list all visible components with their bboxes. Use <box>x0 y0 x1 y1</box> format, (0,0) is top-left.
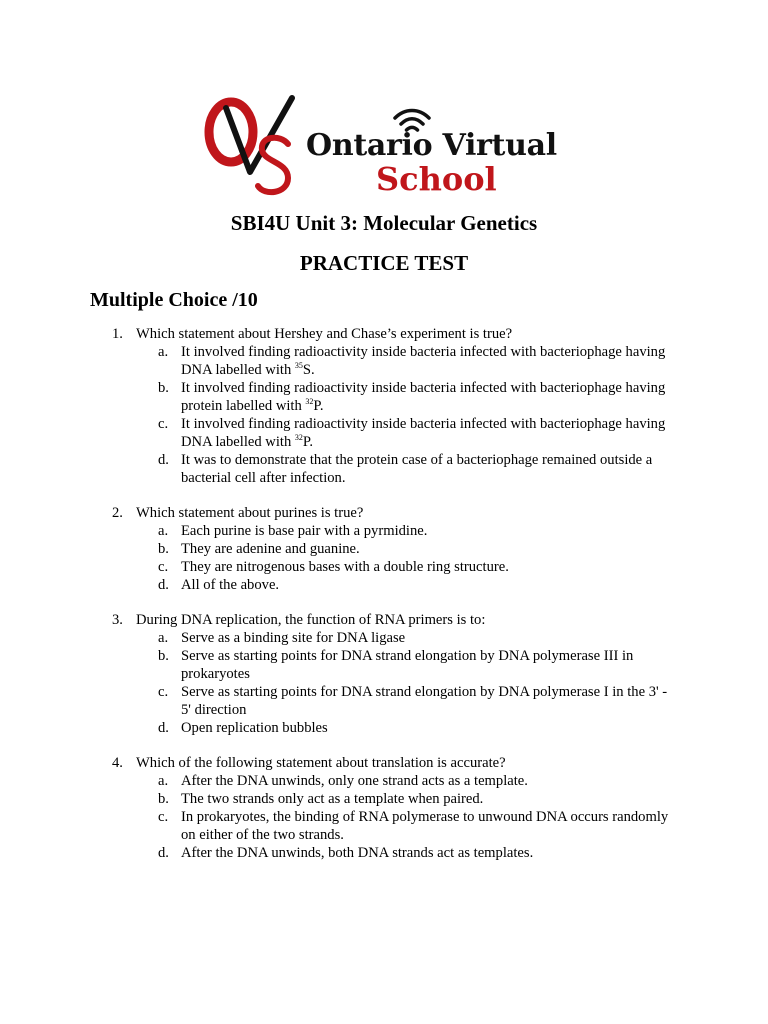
option-letter: b. <box>158 791 169 807</box>
answer-option <box>0 808 768 844</box>
option-letter: c. <box>158 809 169 825</box>
brand-name-line2: School <box>376 160 497 198</box>
question-stem <box>0 754 768 772</box>
question-stem <box>0 611 768 629</box>
option-letter: a. <box>158 344 169 360</box>
question-text: Which of the following statement about translation is accurate? <box>136 755 506 771</box>
question-stem <box>0 325 768 343</box>
option-letter: a. <box>158 523 169 539</box>
option-text <box>181 343 679 379</box>
option-text <box>181 415 679 451</box>
option-text-main: It was to demonstrate that the protein case of a bacteriophage remained outside a bacterial cell after infection. <box>181 452 653 486</box>
option-text-main: Serve as starting points for DNA strand elongation by DNA polymerase I in the 3' - 5' direction <box>181 684 668 718</box>
option-text-suffix: P. <box>302 434 314 450</box>
option-letter: b. <box>158 541 169 557</box>
answer-option <box>0 343 768 379</box>
answer-option <box>0 772 768 790</box>
ovs-monogram-icon <box>204 94 304 198</box>
option-text-suffix: P. <box>313 398 324 414</box>
option-text <box>181 379 679 415</box>
question-number: 4. <box>112 755 123 771</box>
option-text <box>181 683 679 719</box>
answer-option <box>0 558 768 576</box>
option-letter: d. <box>158 845 169 861</box>
option-letter: d. <box>158 577 169 593</box>
question-number: 1. <box>112 326 123 342</box>
option-text <box>181 629 679 647</box>
question-stem <box>0 504 768 522</box>
question-number: 2. <box>112 505 123 521</box>
option-letter: d. <box>158 452 169 468</box>
option-text <box>181 790 679 808</box>
answer-option <box>0 540 768 558</box>
section-heading: Multiple Choice /10 <box>90 289 258 311</box>
option-text-main: They are nitrogenous bases with a double ring structure. <box>181 559 509 575</box>
option-text <box>181 808 679 844</box>
question-item <box>0 611 768 737</box>
option-letter: b. <box>158 380 169 396</box>
option-letter: b. <box>158 648 169 664</box>
option-text-main: Serve as starting points for DNA strand elongation by DNA polymerase III in prokaryotes <box>181 648 634 682</box>
answer-option <box>0 415 768 451</box>
option-text <box>181 558 679 576</box>
test-title: PRACTICE TEST <box>299 251 469 275</box>
question-item <box>0 754 768 862</box>
brand-name-line1: Ontario Virtual <box>306 128 557 163</box>
question-number: 3. <box>112 612 123 628</box>
option-text-main: Each purine is base pair with a pyrmidine. <box>181 523 428 539</box>
course-title: SBI4U Unit 3: Molecular Genetics <box>230 211 538 235</box>
option-text <box>181 576 679 594</box>
option-text-main: All of the above. <box>181 577 280 593</box>
isotope-mass-number: 32 <box>305 397 314 406</box>
answer-option <box>0 683 768 719</box>
option-letter: c. <box>158 416 169 432</box>
answer-option <box>0 844 768 862</box>
option-letter: c. <box>158 684 169 700</box>
option-text-main: It involved finding radioactivity inside bacteria infected with bacteriophage having protein labelled with <box>181 380 666 414</box>
option-text-suffix: S. <box>302 362 315 378</box>
answer-option <box>0 522 768 540</box>
option-text-main: After the DNA unwinds, only one strand acts as a template. <box>181 773 528 789</box>
isotope-mass-number: 35 <box>294 361 303 370</box>
question-text: Which statement about Hershey and Chase’s experiment is true? <box>136 326 513 342</box>
option-letter: a. <box>158 773 169 789</box>
option-text <box>181 844 679 862</box>
answer-option <box>0 790 768 808</box>
isotope-mass-number: 32 <box>294 433 303 442</box>
question-list <box>0 325 768 879</box>
answer-option <box>0 719 768 737</box>
option-text-main: Serve as a binding site for DNA ligase <box>181 630 406 646</box>
option-text-main: It involved finding radioactivity inside bacteria infected with bacteriophage having DNA labelled with <box>181 416 666 450</box>
option-letter: d. <box>158 720 169 736</box>
question-item <box>0 504 768 594</box>
question-item <box>0 325 768 487</box>
answer-option <box>0 379 768 415</box>
option-text <box>181 719 679 737</box>
option-text <box>181 522 679 540</box>
option-text-main: They are adenine and guanine. <box>181 541 360 557</box>
option-letter: a. <box>158 630 169 646</box>
option-text <box>181 540 679 558</box>
answer-option <box>0 647 768 683</box>
answer-option <box>0 629 768 647</box>
answer-option <box>0 451 768 487</box>
option-text-main: The two strands only act as a template when paired. <box>181 791 484 807</box>
option-text <box>181 772 679 790</box>
answer-option <box>0 576 768 594</box>
option-text-main: In prokaryotes, the binding of RNA polymerase to unwound DNA occurs randomly on either of the two strands. <box>181 809 669 843</box>
option-text <box>181 451 679 487</box>
option-text <box>181 647 679 683</box>
question-text: Which statement about purines is true? <box>136 505 364 521</box>
option-text-main: After the DNA unwinds, both DNA strands act as templates. <box>181 845 534 861</box>
option-text-main: It involved finding radioactivity inside bacteria infected with bacteriophage having DNA labelled with <box>181 344 666 378</box>
question-text: During DNA replication, the function of RNA primers is to: <box>136 612 486 628</box>
school-logo <box>204 94 574 198</box>
option-text-main: Open replication bubbles <box>181 720 328 736</box>
option-letter: c. <box>158 559 169 575</box>
